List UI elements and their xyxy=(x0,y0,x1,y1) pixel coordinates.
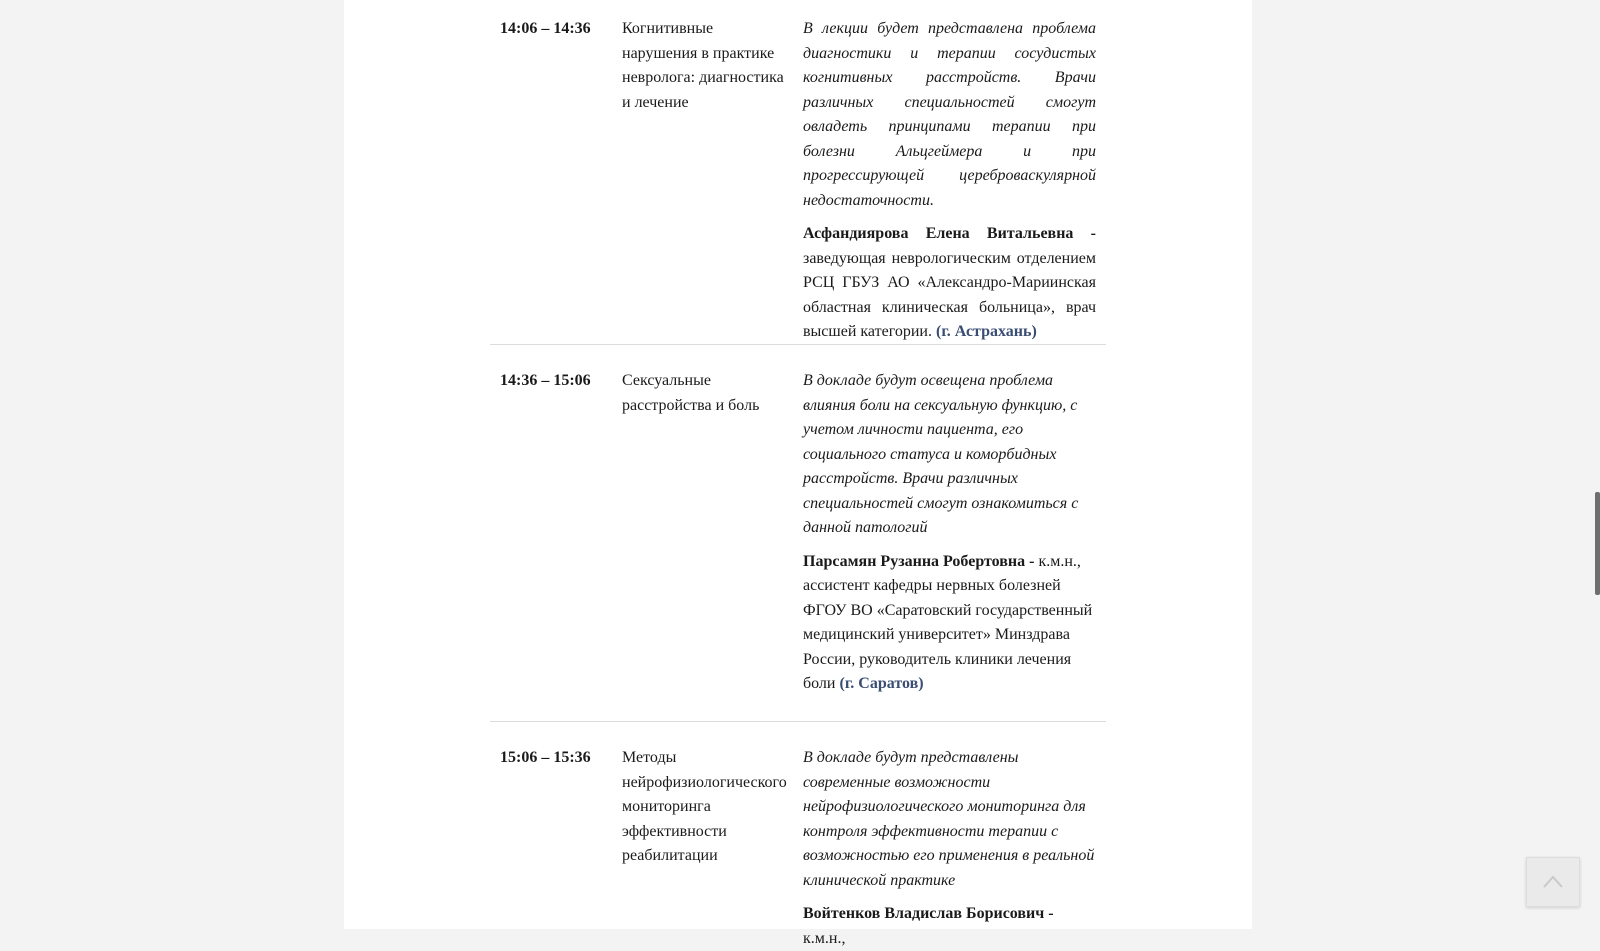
back-to-top-button[interactable] xyxy=(1526,857,1580,907)
chevron-up-icon xyxy=(1542,872,1564,892)
session-time: 14:06 – 14:36 xyxy=(500,20,591,37)
session-description: В лекции будет представлена проблема диагностики и терапии сосудистых когнитивных расстройств. Врачи различных специальностей смогут овладеть принципами терапии при болезни Альцгеймера и при прогрессирующей цереброваскулярной недостаточности. xyxy=(803,20,1096,209)
page-scrollbar[interactable] xyxy=(1595,0,1600,929)
row-divider xyxy=(490,721,1106,722)
session-topic: Когнитивные нарушения в практике невролога: диагностика и лечение xyxy=(622,20,784,111)
speaker-city: (г. Саратов) xyxy=(839,675,924,692)
speaker-city: (г. Астрахань) xyxy=(936,323,1037,340)
session-details xyxy=(803,746,1096,951)
session-topic: Методы нейрофизиологического мониторинга эффективности реабилитации xyxy=(622,749,787,864)
session-description: В докладе будут освещена проблема влияния боли на сексуальную функцию, с учетом личности пациента, его социального статуса и коморбидных расстройств. Врачи различных специальностей смогут ознакомиться с данной патологий xyxy=(803,372,1079,536)
speaker-block xyxy=(803,902,1096,951)
schedule-row xyxy=(490,746,1106,947)
speaker-info: к.м.н., xyxy=(803,929,846,947)
speaker-info: к.м.н., ассистент кафедры нервных болезней ФГОУ ВО «Саратовский государственный медицинский университет» Минздрава России, руководитель клиники лечения боли xyxy=(803,552,1093,692)
session-topic: Сексуальные расстройства и боль xyxy=(622,372,760,414)
speaker-info: заведующая неврологическим отделением РСЦ ГБУЗ АО «Александро-Мариинская областная клиническая больница», врач высшей категории. xyxy=(803,249,1096,340)
session-details xyxy=(803,17,1096,345)
speaker-name: Парсамян Рузанна Робертовна - xyxy=(803,552,1035,570)
speaker-name: Войтенков Владислав Борисович - xyxy=(803,905,1054,922)
session-time: 15:06 – 15:36 xyxy=(500,749,591,766)
session-description: В докладе будут представлены современные возможности нейрофизиологического мониторинга для контроля эффективности терапии с возможностью его применения в реальной клинической практике xyxy=(803,749,1095,889)
session-time: 14:36 – 15:06 xyxy=(500,372,591,389)
speaker-block xyxy=(803,222,1096,345)
session-details xyxy=(803,369,1096,697)
speaker-block xyxy=(803,550,1096,697)
schedule-row xyxy=(490,17,1106,340)
scrollbar-thumb[interactable] xyxy=(1595,492,1600,595)
row-divider xyxy=(490,344,1106,345)
speaker-name: Асфандиярова Елена Витальевна - xyxy=(803,225,1096,242)
schedule-row xyxy=(490,369,1106,699)
